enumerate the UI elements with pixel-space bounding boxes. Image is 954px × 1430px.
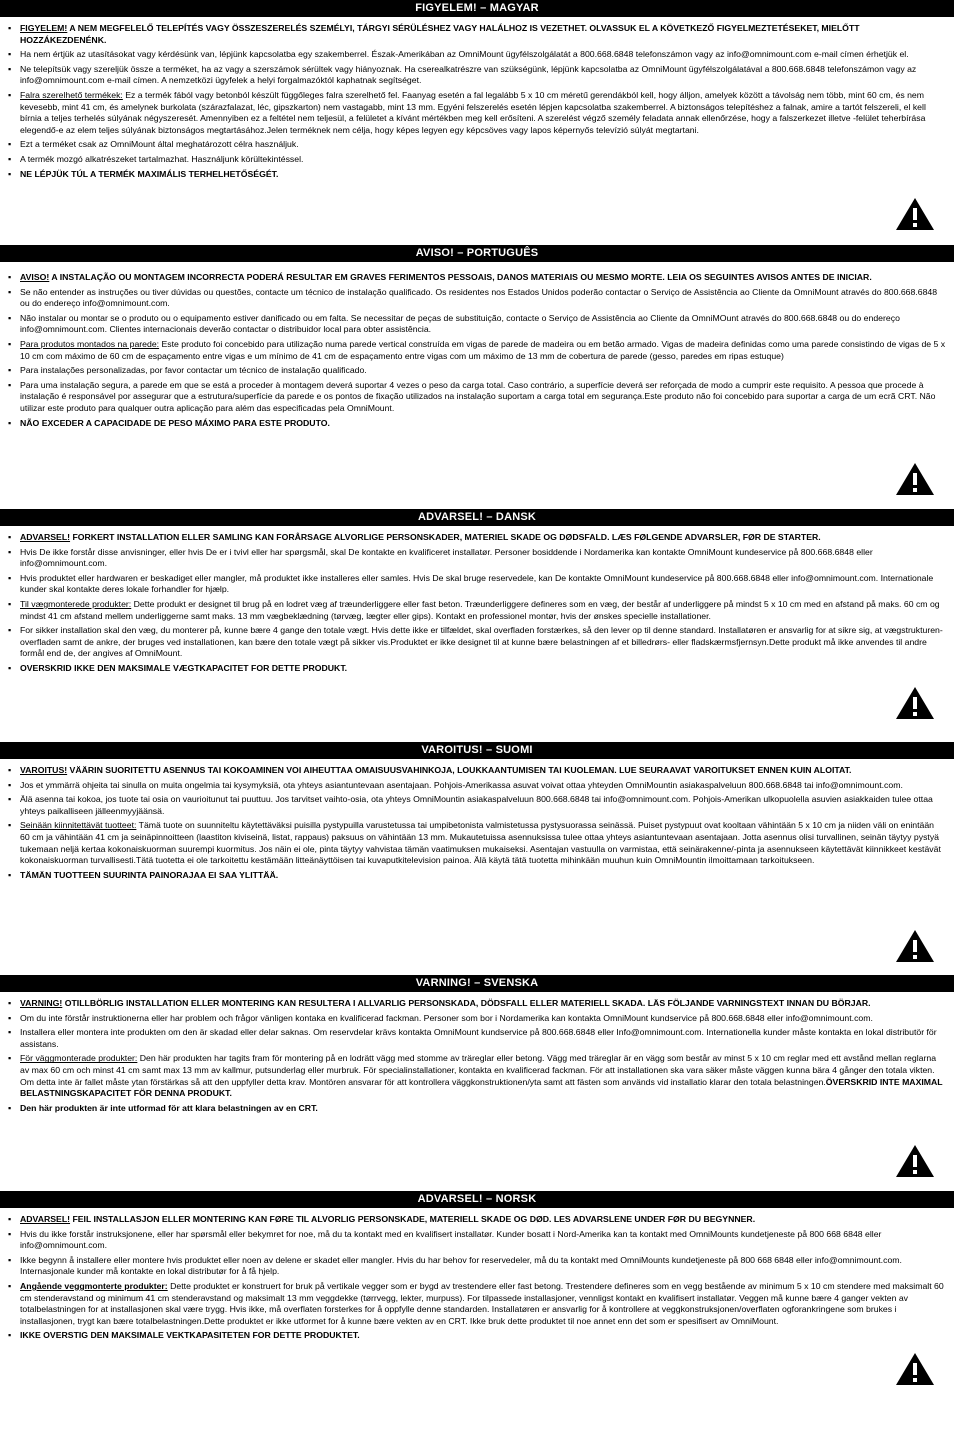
- list-item: ▪ Installera eller montera inte produkten om den är skadad eller delar saknas. Om reservdelar krävs kontakta OmniMount kundservice på 800.668.6848 eller Info@omnimount.com. Internationella kunder måste kontakta en lokal distributör för assistans.: [8, 1027, 946, 1050]
- section-header: VAROITUS! – SUOMI: [0, 742, 954, 759]
- warning-triangle-icon: [894, 685, 936, 721]
- section-dansk: [0, 509, 954, 678]
- lead-warning: ▪ ADVARSEL! FEIL INSTALLASJON ELLER MONTERING KAN FØRE TIL ALVORLIG PERSONSKADE, MATERIELL SKADE OG DØD. LES ADVARSLENE UNDER FØR DU BEGYNNER.: [8, 1214, 946, 1226]
- warning-triangle-icon: [894, 1143, 936, 1179]
- list-item: ▪ Seinään kiinnitettävät tuotteet: Tämä tuote on suunniteltu käytettäväksi puisilla pystypuilla varustetussa tai umpibetonista valmistetussa pystysuorassa seinässä. Puiset pystypuut ovat kooltaan vähintään 5 x 10 cm ja niiden väli on enintään 60 cm ja vähintään 41 cm ja seinäpinnoitteen (laastiton kiviseinä, listat, rappaus) paksuus on vähintään 13 mm. Mukautetuissa asennuksissa tulee ottaa yhteys asiantuntevaan asentajaan. Jotta asennus olisi turvallinen, seinän täytyy pystyä tukemaan neljä kertaa kokonaiskuorman suurempi kuormitus. Jos näin ei ole, pinta täytyy vahvistaa tämän vaatimuksen mukaiseksi. Asentajan vastuulla on varmistaa, että seinärakenne/-pinta ja asennukseen käytettävät kiinnikkeet kestävät kokonaiskuorman turvallisesti.Tätä tuotetta ei ole tarkoitettu kestämään litteänäyttöisen tai kuvaputkitelevision painoa. Älä käytä tätä tuotetta mihinkään muuhun kuin OmniMountin ilmoittamaan tarkoitukseen.: [8, 820, 946, 866]
- list-item: ▪ Para uma instalação segura, a parede em que se está a proceder à montagem deverá suportar 4 vezes o peso da carga total. Caso contrário, a superfície deverá ser reforçada de modo a cumprir este requisito. A pessoa que procede à instalação é responsável por assegurar que a estrutura/superfície da parede e os pontos de fixação utilizados na instalação suportam a carga total em segurança.Este produto não foi concebido para suportar a carga de um ecrã CRT. Não utilizar este produto para qualquer outra aplicação para além das especificadas pela OmniMount.: [8, 380, 946, 415]
- section-header: FIGYELEM! – MAGYAR: [0, 0, 954, 17]
- max-load-warning: ▪ NÃO EXCEDER A CAPACIDADE DE PESO MÁXIMO PARA ESTE PRODUTO.: [8, 418, 946, 430]
- list-item: ▪ Angående veggmonterte produkter: Dette produktet er konstruert for bruk på vertikale vegger som er bygd av trestendere eller fast betong. Trestendere defineres som en vegg bestående av minimum 5 x 10 cm stendere med maksimalt 60 cm stenderavstand og minimum 41 cm stenderavstand og maksimalt 13 mm veggdekke (tørrvegg, lekter, murpuss). For tilpassede installasjoner, vennligst kontakt en kvalifisert installatør. Veggen må kunne bære 4 ganger vekten av totalbelastningen for at installasjonen skal være trygg. Hvis ikke, må overflaten forsterkes for å oppfylle denne standarden. Installatøren er ansvarlig for å kontrollere at veggkonstruksjonen/overflaten ogforankringene som brukes i installasjonen, trygt kan bære totalbelastningen.Dette produktet er ikke utformet for å kunne bære vekten av en CRT. Ikke bruk dette produktet til noe annet enn det som er spesifisert av OmniMount.: [8, 1281, 946, 1327]
- max-load-warning: ▪ OVERSKRID IKKE DEN MAKSIMALE VÆGTKAPACITET FOR DETTE PRODUKT.: [8, 663, 946, 675]
- section-header: AVISO! – PORTUGUÊS: [0, 245, 954, 262]
- section-magyar: [0, 0, 954, 183]
- section-svenska: [0, 975, 954, 1117]
- section-header: ADVARSEL! – DANSK: [0, 509, 954, 526]
- section-portugues: [0, 245, 954, 432]
- list-item: ▪ Om du inte förstår instruktionerna eller har problem och frågor vänligen kontaka en kvalificerad fackman. Personer som bor i Nordamerika kan kontakta OmniMount kundservice på 800.668.6848 eller info@omnimount.com.: [8, 1013, 946, 1025]
- section-norsk: [0, 1191, 954, 1345]
- list-item: ▪ Falra szerelhető termékek: Ez a termék fából vagy betonból készült függőleges falra szerelhető fel. Faanyag esetén a fal legalább 5 x 10 cm méretű gerendákból kell, hogy álljon, amelyek között a távolság nem több, mint 60 cm, és nem kevesebb, mint 41 cm, és amelynek burkolata (szárazfalazat, léc, gipszkarton) nem vastagabb, mint 13 mm. Egyéni felszerelés esetén lépjen kapcsolatba szakemberrel. A biztonságos telepítéshez a falnak, amire a tartót felszereli, el kell bírnia a teljes terhelés súlyának négyszeresét. Amennyiben ez a feltétel nem teljesül, a felületet a kívánt mértékben meg kell erősíteni. A szerelést végző személy feladata annak ellenőrzése, hogy a falszerkezet illetve -felület teherbírása elegendő-e az elem teljes súlyának biztonságos megtartásához.Jelen terméknek nem célja, hogy képes legyen egy képcsöves vagy lapos képernyős televízió súlyát megtartani.: [8, 90, 946, 136]
- list-item: ▪ Ha nem értjük az utasításokat vagy kérdésünk van, lépjünk kapcsolatba egy szakemberrel. Észak-Amerikában az OmniMount ügyfélszolgálatát a 800.668.6848 telefonszámon vagy az info@omnimount.com e-mail címen érhetjük el.: [8, 49, 946, 61]
- list-item: ▪ Ikke begynn å installere eller montere hvis produktet eller noen av delene er skadet eller mangler. Hvis du har behov for reservedeler, må du ta kontakt med OmniMounts kundetjeneste på 800 668 6848 eller info@omnimount.com. Internasjonale kunder må kontakte en lokal distributør for å få hjelp.: [8, 1255, 946, 1278]
- warning-triangle-icon: [894, 461, 936, 497]
- list-item: ▪ Älä asenna tai kokoa, jos tuote tai osia on vaurioitunut tai puuttuu. Jos tarvitset vaihto-osia, ota yhteys OmniMountin asiakaspalveluun 800.668.6848 tai info@omnimount.com. Pohjois-Amerikan ulkopuolella asuvien asiakkaiden tulee ottaa yhteys paikalliseen jälleenmyyjäänsä.: [8, 794, 946, 817]
- list-item: ▪ A termék mozgó alkatrészeket tartalmazhat. Használjunk körültekintéssel.: [8, 154, 946, 166]
- list-item: ▪ För väggmonterade produkter: Den här produkten har tagits fram för montering på en lodrätt vägg med stomme av träreglar eller betong. Vägg med träreglar är en vägg som består av minst 5 x 10 cm reglar med ett avstånd mellan reglarna av max 60 cm och minst 41 cm samt max 13 mm av kallmur, putsunderlag eller murbruk. För specialinstallationer, kontakta en kvalificerad fackman. För att installationen ska vara säker måste väggen kunna bära 4 gånger den totala vikten. Om detta inte är fallet måste ytan förstärkas så att den uppfyller detta krav. Montören ansvarar för att kontrollera väggkonstruktionen/yta samt att fästen som används vid installatio klarar den totala belastningen.ÖVERSKRID INTE MAXIMAL BELASTNINGSKAPACITET FÖR DENNA PRODUKT.: [8, 1053, 946, 1099]
- list-item: ▪ Hvis De ikke forstår disse anvisninger, eller hvis De er i tvivl eller har spørgsmål, skal De kontakte en kvalificeret installatør. Personer bosiddende i Nordamerika kan kontakte OmniMount kundeservice på 800.668.6848 eller info@omnimount.com.: [8, 547, 946, 570]
- lead-warning: ▪ VARNING! OTILLBÖRLIG INSTALLATION ELLER MONTERING KAN RESULTERA I ALLVARLIG PERSONSKADA, DÖDSFALL ELLER MATERIELL SKADA. LÄS FÖLJANDE VARNINGSTEXT INNAN DU BÖRJAR.: [8, 998, 946, 1010]
- lead-warning: ▪ AVISO! A INSTALAÇÃO OU MONTAGEM INCORRECTA PODERÁ RESULTAR EM GRAVES FERIMENTOS PESSOAIS, DANOS MATERIAIS OU MESMO MORTE. LEIA OS SEGUINTES AVISOS ANTES DE INICIAR.: [8, 272, 946, 284]
- lead-warning: ▪ VAROITUS! VÄÄRIN SUORITETTU ASENNUS TAI KOKOAMINEN VOI AIHEUTTAA OMAISUUSVAHINKOJA, LOUKKAANTUMISEN TAI KUOLEMAN. LUE SEURAAVAT VAROITUKSET ENNEN KUIN ALOITAT.: [8, 765, 946, 777]
- warning-triangle-icon: [894, 928, 936, 964]
- crt-warning: ▪ Den här produkten är inte utformad för att klara belastningen av en CRT.: [8, 1103, 946, 1115]
- list-item: ▪ Hvis du ikke forstår instruksjonene, eller har spørsmål eller bekymret for noe, må du ta kontakt med en kvalifisert installatør. Kunder bosatt i Nord-Amerika kan ta kontakt med OmniMounts kundetjeneste på 800 668 6848 eller info@omnimount.com.: [8, 1229, 946, 1252]
- list-item: ▪ Ezt a terméket csak az OmniMount által meghatározott célra használjuk.: [8, 139, 946, 151]
- list-item: ▪ Ne telepítsük vagy szereljük össze a terméket, ha az vagy a szerszámok sérültek vagy hiányoznak. Ha cserealkatrészre van szükségünk, lépjünk kapcsolatba az OmniMount ügyfélszolgálatával a 800.668.6848 telefonszámon vagy az info@omnimount.com e-mail címen. A nemzetközi ügyfelek a helyi forgalmazóktól kaphatnak segítséget.: [8, 64, 946, 87]
- lead-warning: ▪ ADVARSEL! FORKERT INSTALLATION ELLER SAMLING KAN FORÅRSAGE ALVORLIGE PERSONSKADER, MATERIEL SKADE OG DØDSFALD. LÆS FØLGENDE ADVARSLER, FØR DE STARTER.: [8, 532, 946, 544]
- list-item: ▪ Hvis produktet eller hardwaren er beskadiget eller mangler, må produktet ikke installeres eller samles. Hvis De skal bruge reservedele, kan De kontakte OmniMount kundeservice på 800.668.6848 eller info@omnimount.com. Internationale kunder skal kontakte deres lokale forhandler for hjælp.: [8, 573, 946, 596]
- list-item: ▪ Se não entender as instruções ou tiver dúvidas ou questões, contacte um técnico de instalação qualificado. Os residentes nos Estados Unidos poderão contactar o Serviço de Assistência ao Cliente da OmniMount através do 800.668.6848 ou do endereço info@omnimount.com.: [8, 287, 946, 310]
- list-item: ▪ Til vægmonterede produkter: Dette produkt er designet til brug på en lodret væg af træunderliggere eller fast beton. Træunderliggere defineres som en væg, der består af underliggere på mindst 5 x 10 cm med en afstand på maks. 60 cm og mindst 41 cm afstand mellem underliggerne samt maks. 13 mm vægbeklædning (tørvæg, lægter eller gips). Kontakt en professionel montør, hvis der ønskes specielle installationer.: [8, 599, 946, 622]
- section-header: ADVARSEL! – NORSK: [0, 1191, 954, 1208]
- warning-triangle-icon: [894, 1351, 936, 1387]
- list-item: ▪ Não instalar ou montar se o produto ou o equipamento estiver danificado ou em falta. Se necessitar de peças de substituição, contacte o Serviço de Assistência ao Cliente da OmniMOunt através do 800.668.6848 ou do endereço info@omnimount.com. Clientes internacionais deverão contactar o distribuidor local para obter assistência.: [8, 313, 946, 336]
- list-item: ▪ Para instalações personalizadas, por favor contactar um técnico de instalação qualificado.: [8, 365, 946, 377]
- section-suomi: [0, 742, 954, 884]
- max-load-warning: ▪ IKKE OVERSTIG DEN MAKSIMALE VEKTKAPASITETEN FOR DETTE PRODUKTET.: [8, 1330, 946, 1342]
- warning-triangle-icon: [894, 196, 936, 232]
- list-item: ▪ For sikker installation skal den væg, du monterer på, kunne bære 4 gange den totale vægt. Hvis dette ikke er tilfældet, skal overfladen forstærkes, så den lever op til denne standard. Installatøren er ansvarlig for at sikre sig, at vægstrukturen-overfladen samt de ankre, der bruges ved installationen, kan bære den totale vægt på sikker vis.Produktet er ikke designet til at kunne bære belastningen af et billedrørs- eller fladskærmsfjernsyn.Dette produkt må ikke anvendes til andre formål end de, der angives af OmniMount.: [8, 625, 946, 660]
- list-item: ▪ Para produtos montados na parede: Este produto foi concebido para utilização numa parede vertical construída em vigas de parede de madeira ou em betão armado. Vigas de madeira definidas como uma parede consistindo de vigas de 5 x 10 cm com máximo de 60 cm de espaçamento entre vigas e um mínimo de 41 cm de espaçamento entre vigas com um máximo de 13 mm de cobertura de parede (gesso, paredes em ripas estuque): [8, 339, 946, 362]
- max-load-warning: ▪ NE LÉPJÜK TÚL A TERMÉK MAXIMÁLIS TERHELHETŐSÉGÉT.: [8, 169, 946, 181]
- lead-warning: ▪ FIGYELEM! A NEM MEGFELELŐ TELEPÍTÉS VAGY ÖSSZESZERELÉS SZEMÉLYI, TÁRGYI SÉRÜLÉSHEZ VAGY HALÁLHOZ IS VEZETHET. OLVASSUK EL A KÖVETKEZŐ FIGYELMEZTETÉSEKET, MIELŐTT HOZZÁKEZDENÉNK.: [8, 23, 946, 46]
- list-item: ▪ Jos et ymmärrä ohjeita tai sinulla on muita ongelmia tai kysymyksiä, ota yhteys asiantuntevaan asentajaan. Pohjois-Amerikassa asuvat voivat ottaa yhteyden OmniMountin asiakaspalveluun 800.668.6848 tai info@omnimount.com.: [8, 780, 946, 792]
- max-load-warning: ▪ TÄMÄN TUOTTEEN SUURINTA PAINORAJAA EI SAA YLITTÄÄ.: [8, 870, 946, 882]
- section-header: VARNING! – SVENSKA: [0, 975, 954, 992]
